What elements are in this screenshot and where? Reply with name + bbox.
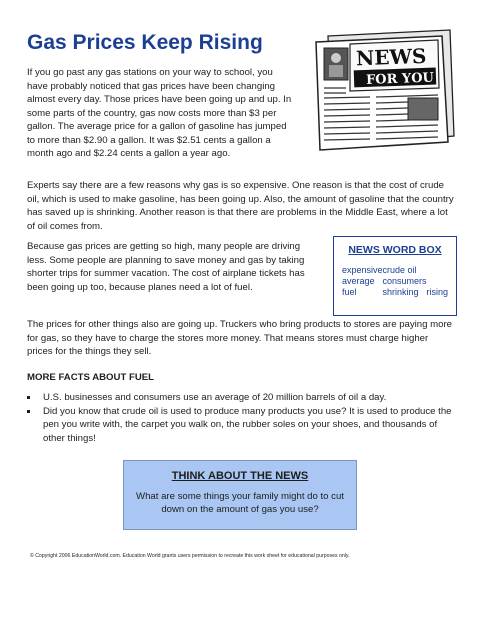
- news-for-you-logo: [310, 28, 456, 154]
- facts-list: [27, 391, 455, 445]
- facts-heading: MORE FACTS ABOUT FUEL: [27, 372, 155, 383]
- think-about-box: [123, 460, 357, 530]
- paragraph-other-prices: The prices for other things also are going up. Truckers who bring products to stores are paying more for gas, so they have to charge the stores more money. That means stores must charge higher prices for the things they sell.: [27, 319, 453, 357]
- word-box-word: fuel: [342, 287, 357, 297]
- page-title: Gas Prices Keep Rising: [27, 31, 263, 54]
- newspaper-icon: [310, 28, 456, 154]
- logo-line2: FOR YOU: [365, 70, 435, 88]
- word-box-grid: [342, 265, 450, 297]
- paragraph-intro: If you go past any gas stations on your way to school, you have probably noticed that gas prices have been changing almost every day. Those prices have been going up and up. In some parts of the country, gas now costs more than $3 per gallon. The average price for a gallon of gasoline has jumped to more than $2.90 a gallon. It was $2.51 cents a gallon a month ago and $2.24 cents a gallon a year ago.: [27, 67, 292, 159]
- word-box-word: average: [342, 276, 375, 286]
- word-box-word: rising: [426, 287, 449, 297]
- paragraph-reasons: Experts say there are a few reasons why gas is so expensive. One reason is that the cost of crude oil, which is used to make gasoline, has been going up. Also, the amount of gasoline that the country has saved up is shrinking. Another reason is that there are problems in the Middle East, where a lot of oil comes from.: [27, 180, 454, 232]
- fact-text: U.S. businesses and consumers use an average of 20 million barrels of oil a day.: [43, 392, 387, 403]
- think-title: THINK ABOUT THE NEWS: [171, 470, 309, 482]
- copyright-notice: © Copyright 2006 EducationWorld.com. Education World grants users permission to recreate this work sheet for educational purposes only.: [30, 553, 350, 559]
- bullet-icon: [27, 396, 30, 399]
- news-word-box: [333, 236, 457, 316]
- word-box-word: [427, 276, 450, 286]
- logo-line1: NEWS: [355, 43, 427, 71]
- word-box-word: crude oil: [382, 265, 417, 275]
- bullet-icon: [27, 410, 30, 413]
- word-box-word: shrinking: [382, 287, 419, 297]
- word-box-word: [427, 265, 450, 275]
- word-box-word: consumers: [382, 276, 427, 286]
- list-item: [27, 391, 455, 405]
- word-box-word: expensive: [342, 265, 383, 275]
- list-item: [27, 405, 455, 446]
- think-question: What are some things your family might do to cut down on the amount of gas you use?: [136, 491, 344, 515]
- word-box-title: NEWS WORD BOX: [348, 244, 442, 256]
- fact-text: Did you know that crude oil is used to produce many products you use? It is used to produce the pen you write with, the carpet you walk on, the rubber soles on your shoes, and thousands of other things!: [43, 405, 452, 444]
- paragraph-driving: Because gas prices are getting so high, many people are driving less. Some people are planning to save money and gas by taking shorter trips for summer vacation. The cost of airplane tickets has been going up too, because planes need a lot of fuel.: [27, 241, 305, 293]
